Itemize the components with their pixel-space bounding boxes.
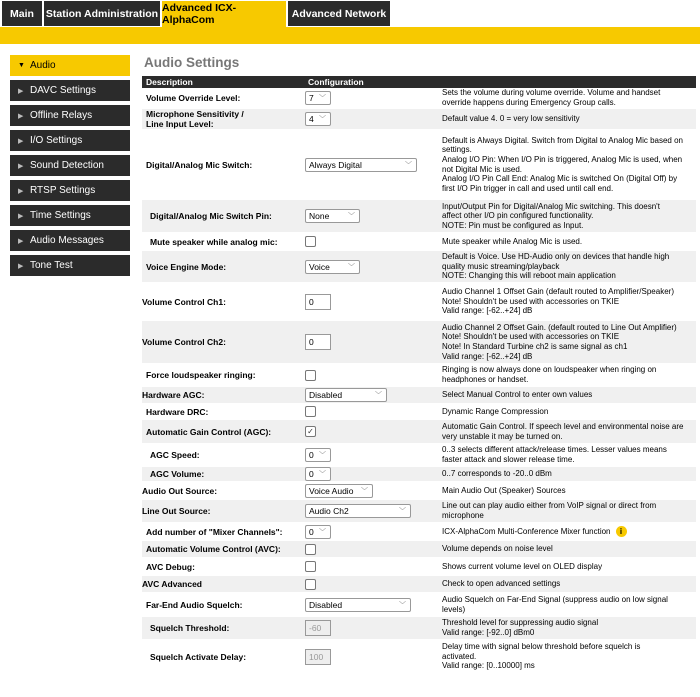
select-value: Voice <box>309 261 330 272</box>
sidebar-item-label: I/O Settings <box>30 135 83 146</box>
sidebar-item-label: DAVC Settings <box>30 85 96 96</box>
row-description: Default is Voice. Use HD-Audio only on devices that handle high quality music streaming/playback NOTE: Changing this will reboot main application <box>442 252 670 281</box>
row-label: Force loudspeaker ringing: <box>146 370 256 380</box>
row-label: Mute speaker while analog mic: <box>150 236 278 247</box>
chevron-down-icon: ﹀ <box>319 95 326 102</box>
row-label: Volume Control Ch1: <box>142 296 226 307</box>
table-row <box>142 88 696 109</box>
row-description: Ringing is now always done on loudspeaker when ringing on headphones or handset. <box>442 365 657 384</box>
table-row <box>142 482 696 500</box>
caret-down-icon: ▼ <box>18 62 25 69</box>
row-description: Input/Output Pin for Digital/Analog Mic switching. This doesn't affect other I/O pin configured functionality. NOTE: Pin must be configured as Input. <box>442 201 660 230</box>
chevron-down-icon: ﹀ <box>399 601 406 609</box>
row-description: Mute speaker while Analog Mic is used. <box>442 236 583 246</box>
row-label: Add number of "Mixer Channels": <box>146 526 283 537</box>
table-row <box>142 404 696 420</box>
page-title: Audio Settings <box>144 55 240 70</box>
tab-station-administration[interactable]: Station Administration <box>44 1 160 26</box>
avc-advanced-checkbox[interactable] <box>305 579 316 590</box>
table-row <box>142 500 696 523</box>
force-loudspeaker-checkbox[interactable] <box>305 370 316 381</box>
row-description: Dynamic Range Compression <box>442 406 549 416</box>
row-label: AVC Debug: <box>146 561 195 572</box>
table-row <box>142 109 696 130</box>
table-row <box>142 467 696 482</box>
chevron-down-icon: ﹀ <box>361 487 368 495</box>
table-row <box>142 640 696 674</box>
tab-advanced-network[interactable]: Advanced Network <box>288 1 390 26</box>
select-value: 0 <box>309 469 314 479</box>
caret-right-icon: ▶ <box>18 137 24 145</box>
row-label: Squelch Activate Delay: <box>150 651 247 662</box>
chevron-down-icon: ﹀ <box>405 161 412 169</box>
chevron-down-icon: ﹀ <box>319 471 326 478</box>
tab-main[interactable]: Main <box>2 1 42 26</box>
select-value: Always Digital <box>309 159 362 170</box>
agc-volume-select[interactable] <box>305 467 331 481</box>
row-label: Hardware DRC: <box>146 406 209 417</box>
table-header <box>142 76 696 88</box>
row-label: Automatic Gain Control (AGC): <box>146 426 272 437</box>
caret-right-icon: ▶ <box>18 87 24 95</box>
avc-debug-checkbox[interactable] <box>305 561 316 572</box>
table-row <box>142 283 696 321</box>
mic-switch-pin-select[interactable] <box>305 209 360 223</box>
mute-speaker-checkbox[interactable] <box>305 236 316 247</box>
hardware-drc-checkbox[interactable] <box>305 406 316 417</box>
table-row <box>142 130 696 200</box>
sidebar-item-label: RTSP Settings <box>30 185 96 196</box>
chevron-down-icon: ﹀ <box>348 263 355 271</box>
table-row <box>142 523 696 541</box>
caret-right-icon: ▶ <box>18 112 24 120</box>
row-description: Default value 4. 0 = very low sensitivity <box>442 114 580 124</box>
sidebar-item-label: Time Settings <box>30 210 91 221</box>
far-end-squelch-select[interactable] <box>305 598 411 612</box>
sidebar-item-offline-relays[interactable] <box>10 105 130 126</box>
row-description: Check to open advanced settings <box>442 579 561 589</box>
row-description: 0..3 selects different attack/release times. Lesser values means faster attack and slower release time. <box>442 445 667 464</box>
chevron-down-icon: ﹀ <box>319 452 326 459</box>
audio-out-source-select[interactable] <box>305 484 373 498</box>
sidebar-item-sound-detection[interactable] <box>10 155 130 176</box>
caret-right-icon: ▶ <box>18 162 24 170</box>
table-row <box>142 444 696 467</box>
column-header-configuration: Configuration <box>308 77 364 87</box>
table-row <box>142 200 696 233</box>
column-header-description: Description <box>146 77 193 87</box>
volume-ch1-input[interactable]: 0 <box>305 294 331 310</box>
select-value: Voice Audio <box>309 485 354 496</box>
mic-sensitivity-select[interactable] <box>305 112 331 126</box>
agc-checkbox[interactable] <box>305 426 316 437</box>
caret-right-icon: ▶ <box>18 212 24 220</box>
agc-speed-select[interactable] <box>305 448 331 462</box>
caret-right-icon: ▶ <box>18 237 24 245</box>
row-description: Audio Channel 2 Offset Gain. (default routed to Line Out Amplifier) Note! Shouldn't be used with accessories on TKIE Note! In Standard Turbine ch2 is same signal as ch1 Valid range: [-62..+24] dB <box>442 322 677 361</box>
checkmark-icon: ✓ <box>307 427 314 436</box>
row-label: Line Out Source: <box>142 506 211 516</box>
table-row <box>142 593 696 617</box>
info-icon[interactable]: i <box>616 526 627 537</box>
table-row <box>142 576 696 593</box>
select-value: 7 <box>309 93 314 103</box>
accent-bar <box>0 27 700 44</box>
sidebar-item-audio-messages[interactable] <box>10 230 130 251</box>
row-description: Line out can play audio either from VoIP signal or direct from microphone <box>442 501 657 520</box>
row-label: Squelch Threshold: <box>150 623 230 633</box>
table-row <box>142 251 696 283</box>
row-label: Audio Out Source: <box>142 485 218 496</box>
table-row <box>142 558 696 576</box>
row-description: Sets the volume during volume override. Volume and handset override happens during Emergency Group calls. <box>442 88 661 107</box>
row-description: Select Manual Control to enter own values <box>442 390 593 400</box>
row-label: Hardware AGC: <box>142 390 205 400</box>
tab-advanced-icx-alphacom[interactable]: Advanced ICX-AlphaCom <box>162 1 286 27</box>
chevron-down-icon: ﹀ <box>348 213 355 220</box>
row-description: Default is Always Digital. Switch from Digital to Analog Mic based on settings. Analog I/O Pin: When I/O Pin is triggered, Analog Mic is used, when not Digital Mic is used. Analog I/O Pin Call End: Analog Mic is switched On (Digital Off) by first I/O Pin trigger in call and used until call end. <box>442 135 683 193</box>
sidebar-item-rtsp-settings[interactable] <box>10 180 130 201</box>
sidebar-item-label: Offline Relays <box>30 110 93 121</box>
chevron-down-icon: ﹀ <box>319 116 326 123</box>
row-label: AVC Advanced <box>142 579 202 589</box>
row-label: Volume Control Ch2: <box>142 337 226 347</box>
row-label: Digital/Analog Mic Switch Pin: <box>150 211 272 221</box>
row-label: AGC Volume: <box>150 469 205 479</box>
caret-right-icon: ▶ <box>18 187 24 195</box>
select-value: 0 <box>309 526 314 537</box>
chevron-down-icon: ﹀ <box>399 508 406 515</box>
audio-settings-table <box>142 76 696 674</box>
chevron-down-icon: ﹀ <box>375 392 382 399</box>
chevron-down-icon: ﹀ <box>319 528 326 536</box>
sidebar-item-label: Audio Messages <box>30 235 104 246</box>
row-description: 0..7 corresponds to -20..0 dBm <box>442 469 552 479</box>
row-description: Volume depends on noise level <box>442 544 553 554</box>
row-description: Delay time with signal below threshold before squelch is activated. Valid range: [0..10000] ms <box>442 642 641 671</box>
table-row <box>142 617 696 640</box>
volume-override-select[interactable] <box>305 91 331 105</box>
row-description: Main Audio Out (Speaker) Sources <box>442 485 566 495</box>
row-label: Far-End Audio Squelch: <box>146 599 243 610</box>
squelch-delay-input[interactable]: 100 <box>305 649 331 665</box>
row-description <box>442 523 696 540</box>
row-description: Shows current volume level on OLED display <box>442 561 603 571</box>
line-out-source-select[interactable] <box>305 504 411 518</box>
sidebar-item-io-settings[interactable] <box>10 130 130 151</box>
voice-engine-select[interactable] <box>305 260 360 274</box>
row-description: Audio Channel 1 Offset Gain (default routed to Amplifier/Speaker) Note! Shouldn't be used with accessories on TKIE Valid range: [-62..+24] dB <box>442 287 674 316</box>
select-value: 4 <box>309 114 314 124</box>
sidebar-item-label: Sound Detection <box>30 160 104 171</box>
hardware-agc-select[interactable] <box>305 388 387 402</box>
sidebar-item-label: Audio <box>30 60 56 71</box>
sidebar-item-davc-settings[interactable] <box>10 80 130 101</box>
table-row <box>142 233 696 251</box>
select-value: None <box>309 211 330 221</box>
table-row <box>142 364 696 387</box>
select-value: Audio Ch2 <box>309 506 349 516</box>
table-row <box>142 321 696 364</box>
description-text: ICX-AlphaCom Multi-Conference Mixer function <box>442 526 611 536</box>
table-row <box>142 541 696 558</box>
row-label: Voice Engine Mode: <box>146 261 227 272</box>
row-label: Volume Override Level: <box>146 93 241 103</box>
caret-right-icon: ▶ <box>18 262 24 270</box>
sidebar-item-label: Tone Test <box>30 260 73 271</box>
table-row <box>142 420 696 444</box>
row-description: Automatic Gain Control. If speech level and environmental noise are very unstable it may be turned on. <box>442 421 684 441</box>
row-label: AGC Speed: <box>150 450 200 460</box>
row-description: Audio Squelch on Far-End Signal (suppress audio on low signal levels) <box>442 594 668 614</box>
sidebar <box>10 55 130 280</box>
mixer-channels-select[interactable] <box>305 525 331 539</box>
avc-checkbox[interactable] <box>305 544 316 555</box>
select-value: Disabled <box>309 599 343 610</box>
sidebar-item-tone-test[interactable] <box>10 255 130 276</box>
table-row <box>142 387 696 404</box>
row-label: Digital/Analog Mic Switch: <box>146 159 253 170</box>
row-description: Threshold level for suppressing audio signal Valid range: [-92..0] dBm0 <box>442 618 599 637</box>
select-value: 0 <box>309 450 314 460</box>
row-label: Microphone Sensitivity / Line Input Level: <box>146 109 244 129</box>
select-value: Disabled <box>309 390 343 400</box>
volume-ch2-input[interactable]: 0 <box>305 334 331 350</box>
sidebar-item-audio[interactable] <box>10 55 130 76</box>
row-label: Automatic Volume Control (AVC): <box>146 544 281 554</box>
squelch-threshold-input[interactable]: -60 <box>305 620 331 636</box>
sidebar-item-time-settings[interactable] <box>10 205 130 226</box>
top-navigation <box>0 0 700 27</box>
mic-switch-select[interactable] <box>305 158 417 172</box>
